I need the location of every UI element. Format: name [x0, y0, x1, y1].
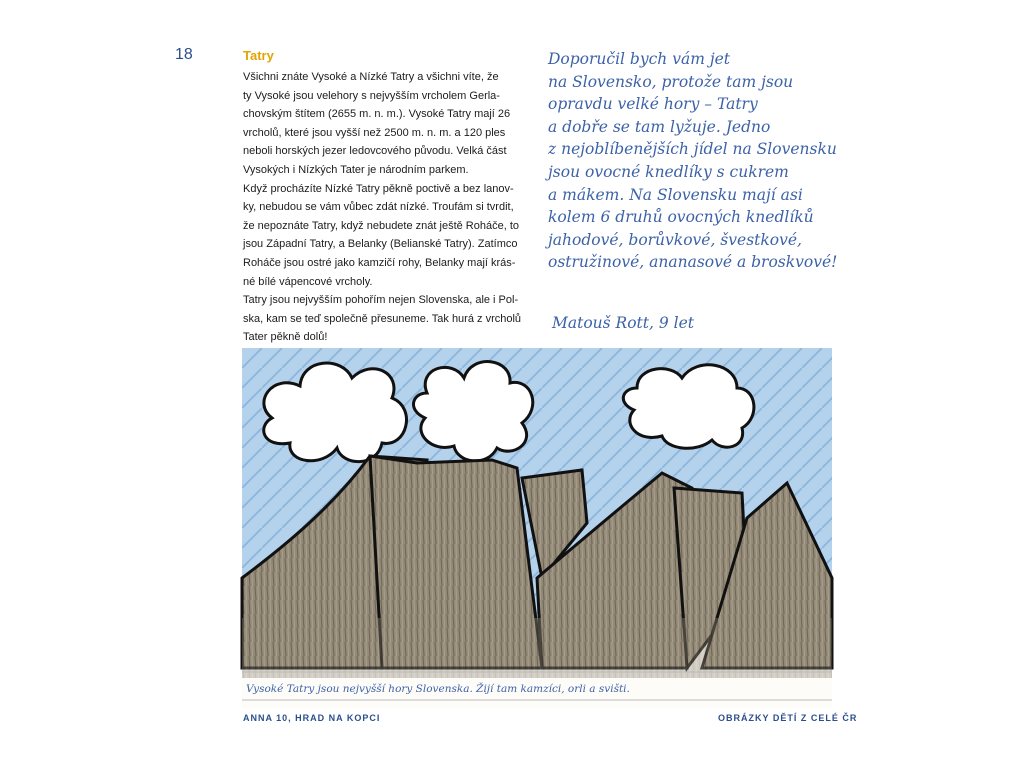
body-line: Roháče jsou ostré jako kamzičí rohy, Belanky mají krás- — [243, 256, 516, 269]
handwritten-letter — [548, 48, 848, 274]
drawing-illustration — [242, 348, 832, 708]
letter-line: z nejoblíbenějších jídel na Slovensku — [548, 140, 837, 159]
letter-line: jsou ovocné knedlíky s cukrem — [548, 162, 789, 181]
letter-line: kolem 6 druhů ovocných knedlíků — [548, 208, 814, 227]
body-line: ska, kam se teď společně přesuneme. Tak hurá z vrcholů — [243, 312, 522, 325]
body-line: né bílé vápencové vrcholy. — [243, 275, 373, 288]
article-body — [243, 68, 528, 347]
body-line: chovským štítem (2655 m. n. m.). Vysoké Tatry mají 26 — [243, 108, 511, 121]
body-line: Když procházíte Nízké Tatry pěkně poctivě a bez lanov- — [243, 182, 514, 195]
footer-credit: ANNA 10, HRAD NA KOPCI — [243, 713, 381, 723]
footer-section: OBRÁZKY DĚTÍ Z CELÉ ČR — [718, 713, 858, 723]
letter-line: a mákem. Na Slovensku mají asi — [548, 185, 803, 204]
letter-line: opravdu velké hory – Tatry — [548, 95, 758, 114]
meadow — [242, 618, 832, 678]
article-title: Tatry — [243, 48, 274, 63]
cloud-right — [623, 365, 754, 448]
body-line: ky, nebudou se vám vůbec zdát nízké. Troufám si tvrdit, — [243, 201, 514, 214]
body-line: že nepoznáte Tatry, když nebudete znát ještě Roháče, to — [243, 219, 519, 232]
body-line: Tater pěkně dolů! — [243, 331, 328, 344]
letter-line: a dobře se tam lyžuje. Jedno — [548, 117, 771, 136]
letter-line: na Slovensko, protože tam jsou — [548, 72, 794, 91]
letter-line: Doporučil bych vám jet — [548, 50, 731, 68]
body-line: Všichni znáte Vysoké a Nízké Tatry a všichni víte, že — [243, 71, 499, 83]
letter-signature: Matouš Rott, 9 let — [552, 314, 694, 332]
body-line: ty Vysoké jsou velehory s nejvyšším vrcholem Gerla- — [243, 89, 500, 102]
letter-line: ostružinové, ananasové a broskvové! — [548, 253, 838, 272]
body-line: neboli horských jezer ledovcového původu. Velká část — [243, 145, 507, 158]
body-line: Vysokých i Nízkých Tater je národním parkem. — [243, 163, 469, 176]
page-number: 18 — [175, 46, 193, 63]
drawing-caption: Vysoké Tatry jsou nejvyšší hory Slovenska. Žijí tam kamzíci, orli a svišti. — [246, 683, 630, 695]
body-line: Tatry jsou nejvyšším pohořím nejen Slovenska, ale i Pol- — [243, 294, 519, 307]
letter-line: jahodové, borůvkové, švestkové, — [548, 230, 802, 249]
child-drawing-mountains — [242, 348, 832, 708]
body-line: vrcholů, které jsou vyšší než 2500 m. n. m. a 120 ples — [243, 126, 506, 139]
body-line: jsou Západní Tatry, a Belanky (Belianské Tatry). Zatímco — [243, 238, 518, 251]
